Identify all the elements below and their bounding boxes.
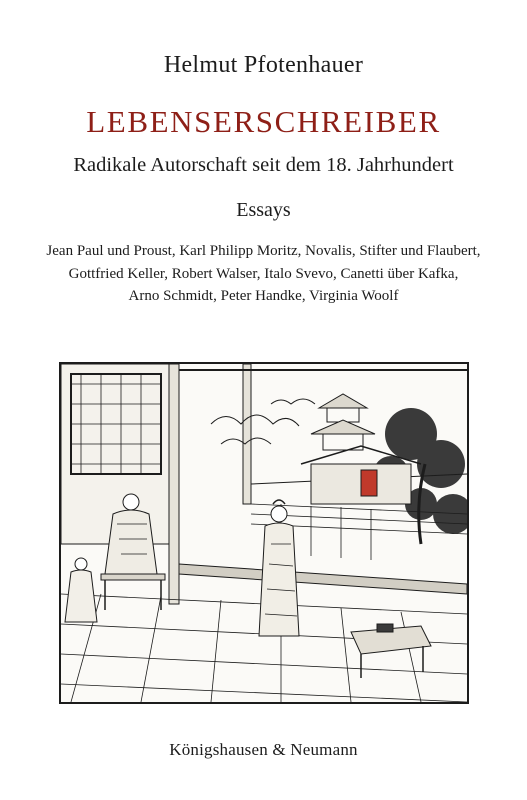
author-name: Helmut Pfotenhauer: [163, 52, 364, 78]
subject-line-1: Jean Paul und Proust, Karl Philipp Moritz, Novalis, Stifter und Flaubert,: [46, 243, 481, 259]
subject-line-2: Gottfried Keller, Robert Walser, Italo Svevo, Canetti über Kafka,: [68, 265, 459, 282]
publisher-name: Königshausen & Neumann: [169, 740, 358, 759]
subject-authors-list: [20, 240, 507, 308]
cover-illustration: [59, 362, 469, 704]
book-subtitle: Radikale Autorschaft seit dem 18. Jahrhundert: [73, 154, 454, 176]
book-genre: Essays: [236, 199, 291, 221]
chinese-woodcut-illustration-icon: [61, 364, 467, 702]
book-title: LEBENSERSCHREIBER: [86, 104, 441, 139]
subject-line-3: Arno Schmidt, Peter Handke, Virginia Woolf: [128, 288, 399, 304]
